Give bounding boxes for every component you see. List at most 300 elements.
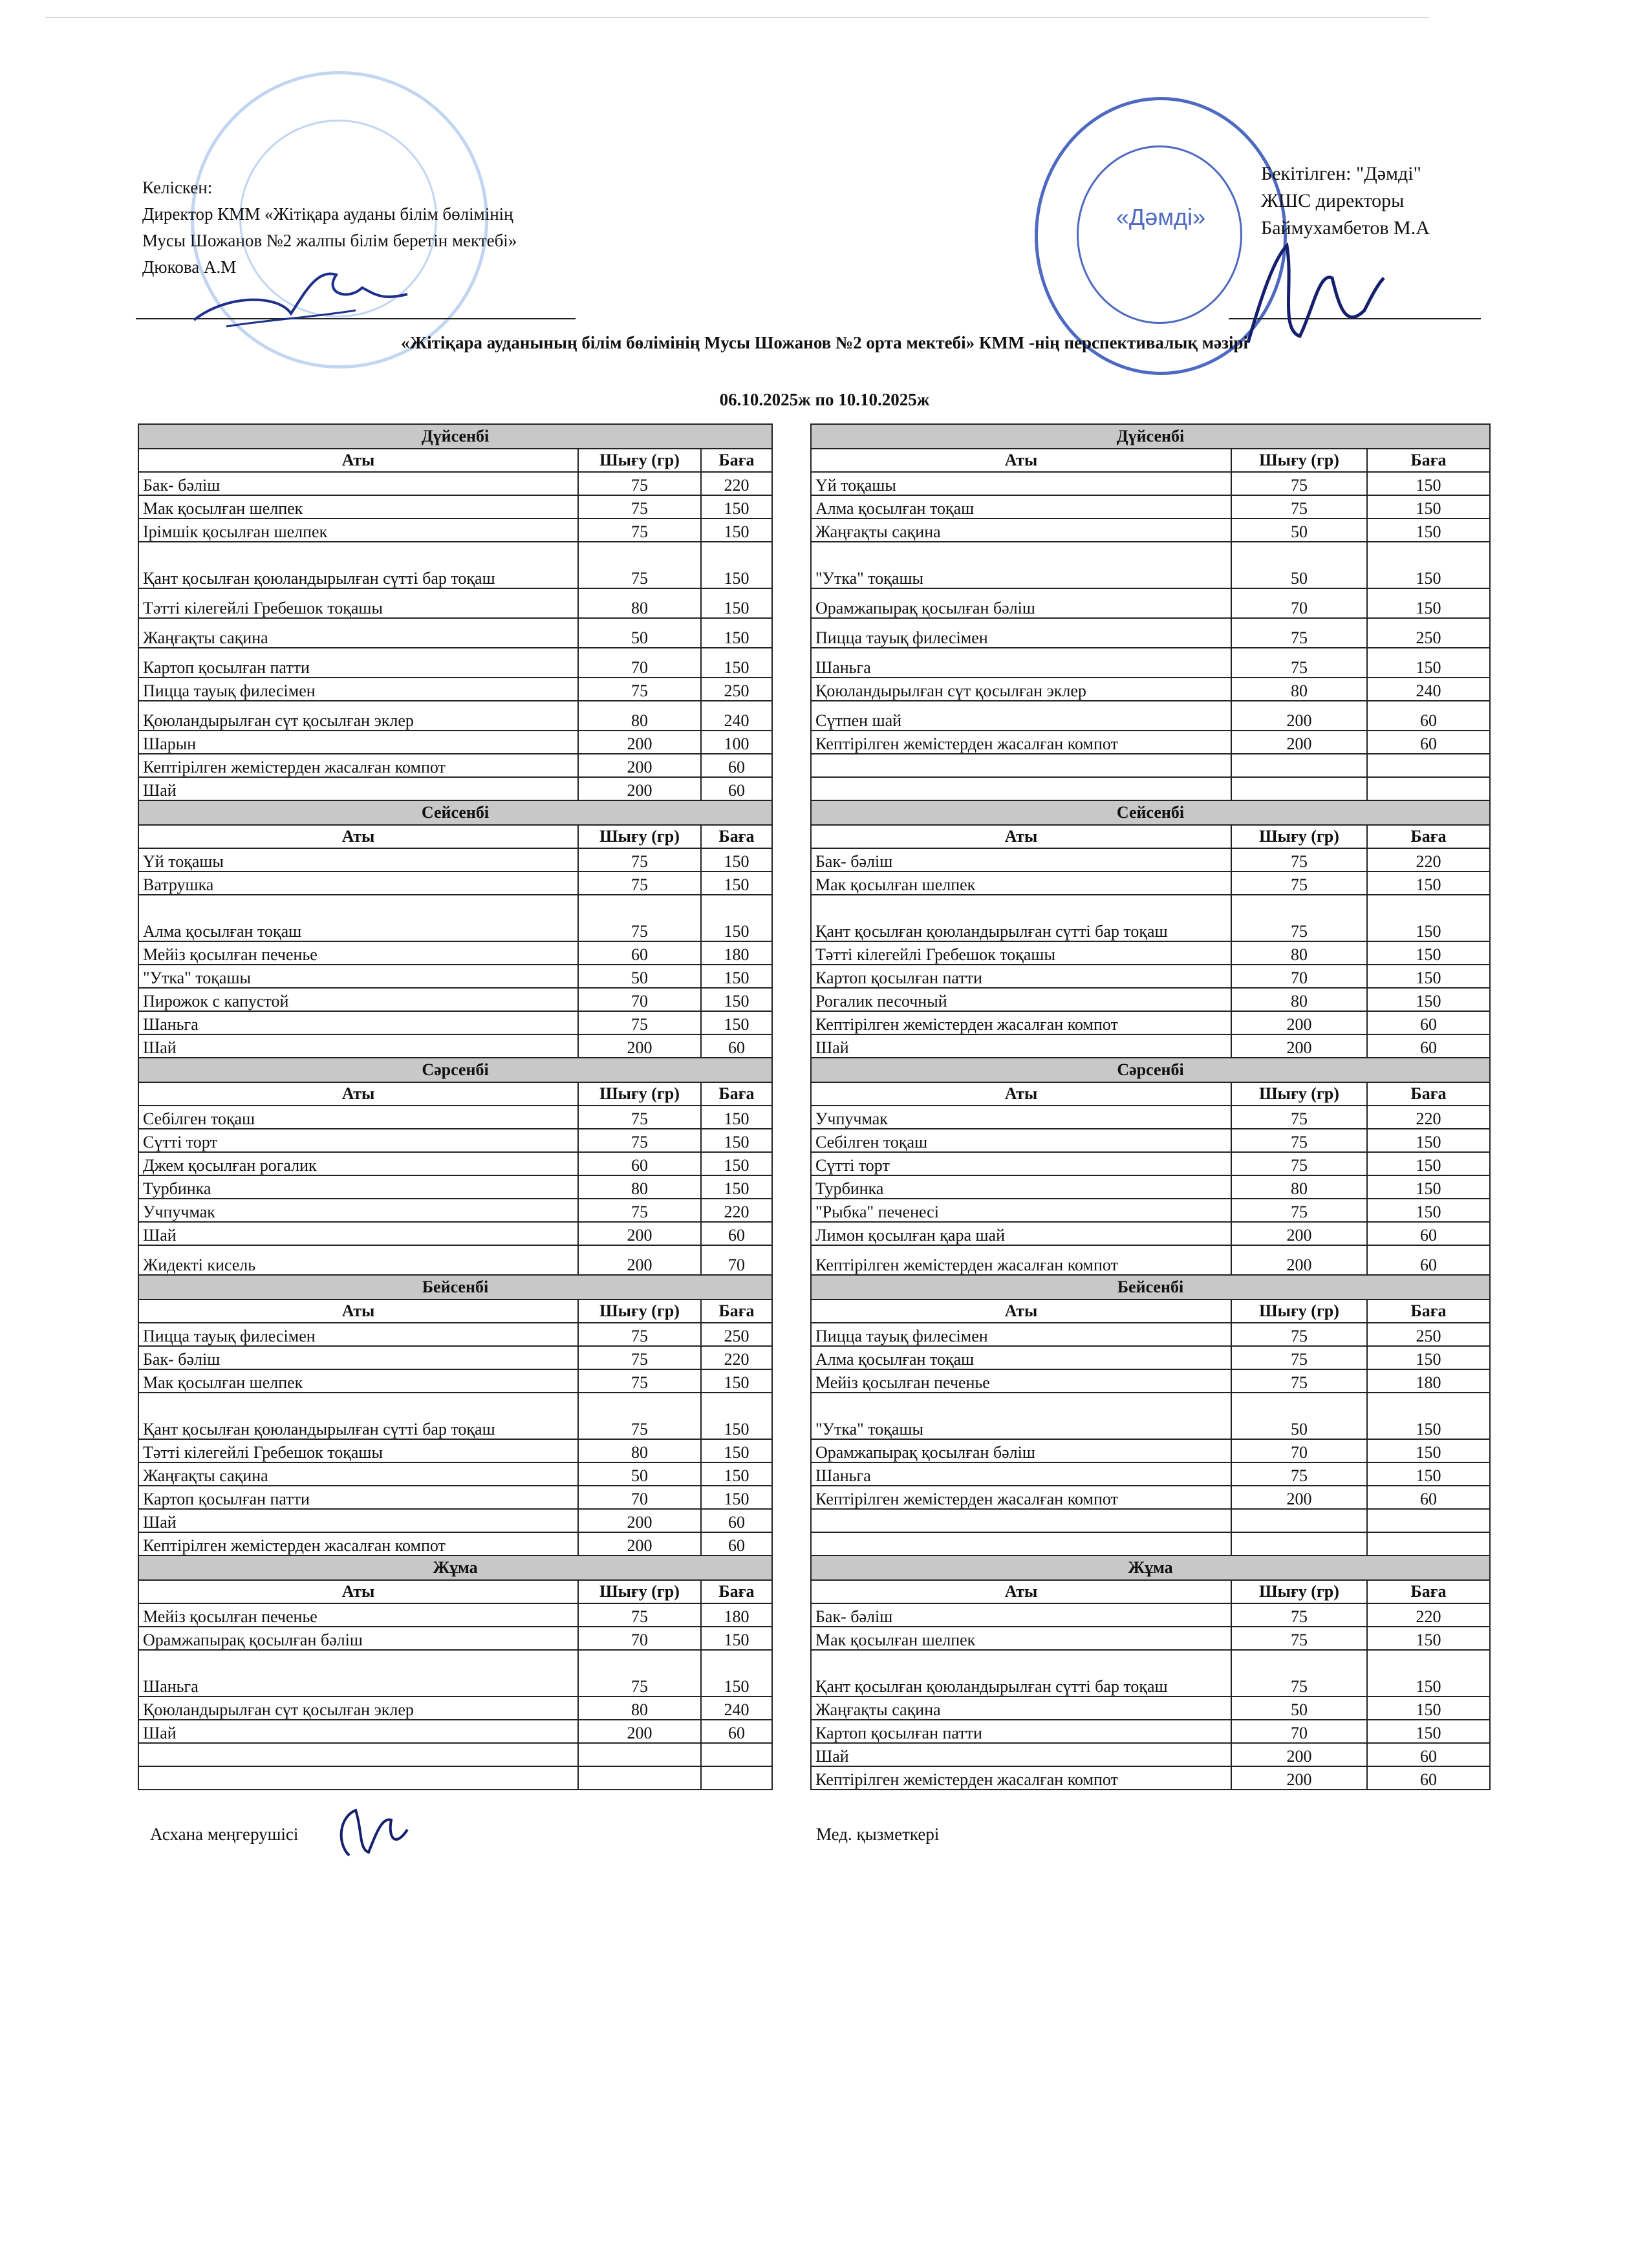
table-cell: 60 bbox=[1367, 731, 1490, 754]
table-row bbox=[138, 1532, 772, 1556]
table-cell bbox=[811, 777, 1231, 800]
stamp-center-text: «Дәмді» bbox=[1116, 204, 1206, 230]
table-cell: Аты bbox=[811, 825, 1231, 848]
table-cell: 75 bbox=[578, 1199, 701, 1222]
table-cell: 200 bbox=[1231, 1743, 1367, 1766]
table-cell: 150 bbox=[701, 495, 772, 519]
table-cell: Шаньга bbox=[138, 1650, 578, 1696]
table-cell: Баға bbox=[1367, 1082, 1490, 1106]
table-cell: Алма қосылған тоқаш bbox=[811, 1346, 1231, 1369]
table-row-empty bbox=[811, 754, 1490, 777]
table-row bbox=[138, 1439, 772, 1462]
table-cell: 60 bbox=[1367, 701, 1490, 731]
col-weight-header: Шығу (гр) bbox=[578, 449, 701, 472]
table-cell: Тәтті кілегейлі Гребешок тоқашы bbox=[138, 1439, 578, 1462]
table-cell: 75 bbox=[1231, 1152, 1367, 1175]
table-cell: 150 bbox=[701, 965, 772, 988]
table-cell: 75 bbox=[1231, 618, 1367, 648]
table-cell: 50 bbox=[1231, 1393, 1367, 1439]
table-row-empty bbox=[138, 1766, 772, 1790]
table-cell: 150 bbox=[701, 1152, 772, 1175]
table-cell: 50 bbox=[578, 618, 701, 648]
table-cell: Аты bbox=[138, 825, 578, 848]
table-row bbox=[138, 1323, 772, 1346]
table-cell: Аты bbox=[811, 1300, 1231, 1323]
table-cell: 75 bbox=[578, 495, 701, 519]
table-cell: Лимон қосылған қара шай bbox=[811, 1222, 1231, 1245]
table-cell: Шай bbox=[138, 1034, 578, 1058]
table-cell: 150 bbox=[701, 1486, 772, 1509]
table-cell: 150 bbox=[701, 1369, 772, 1393]
table-cell: 200 bbox=[1231, 1011, 1367, 1034]
table-row bbox=[138, 1011, 772, 1034]
table-cell: 75 bbox=[578, 519, 701, 542]
table-row bbox=[811, 1323, 1490, 1346]
table-cell: 200 bbox=[578, 754, 701, 777]
table-row bbox=[811, 1346, 1490, 1369]
table-cell: 200 bbox=[1231, 1245, 1367, 1275]
table-cell: 75 bbox=[578, 1106, 701, 1129]
table-cell: Кептірілген жемістерден жасалған компот bbox=[138, 754, 578, 777]
table-cell: Шай bbox=[138, 1222, 578, 1245]
table-cell: Шай bbox=[138, 777, 578, 800]
table-row bbox=[138, 701, 772, 731]
table-cell: Қант қосылған қоюландырылған сүтті бар тоқаш bbox=[811, 1650, 1231, 1696]
table-row bbox=[138, 988, 772, 1011]
table-cell: 60 bbox=[701, 754, 772, 777]
table-cell: Шығу (гр) bbox=[1231, 1300, 1367, 1323]
table-cell: 200 bbox=[1231, 1034, 1367, 1058]
table-cell: 200 bbox=[1231, 1486, 1367, 1509]
table-cell: 60 bbox=[1367, 1034, 1490, 1058]
table-cell: 80 bbox=[1231, 941, 1367, 965]
table-cell: 75 bbox=[578, 1603, 701, 1627]
table-row-empty bbox=[138, 1743, 772, 1766]
table-cell: Шарын bbox=[138, 731, 578, 754]
table-cell: 60 bbox=[701, 777, 772, 800]
table-row bbox=[811, 1462, 1490, 1486]
table-row bbox=[138, 1106, 772, 1129]
table-cell: 150 bbox=[1367, 872, 1490, 895]
table-cell bbox=[578, 1743, 701, 1766]
table-cell bbox=[1231, 1532, 1367, 1556]
canteen-head-signature-icon bbox=[330, 1804, 414, 1862]
table-row bbox=[811, 1369, 1490, 1393]
table-cell: Пирожок с капустой bbox=[138, 988, 578, 1011]
table-cell: Мейіз қосылған печенье bbox=[138, 1603, 578, 1627]
table-cell: 200 bbox=[1231, 1222, 1367, 1245]
table-cell: 75 bbox=[1231, 1650, 1367, 1696]
table-cell: 60 bbox=[701, 1222, 772, 1245]
table-cell: 75 bbox=[578, 472, 701, 495]
table-row bbox=[811, 848, 1490, 872]
table-cell: 200 bbox=[578, 777, 701, 800]
table-cell: Кептірілген жемістерден жасалған компот bbox=[811, 1486, 1231, 1509]
day-header-friday: Жұма bbox=[811, 1556, 1490, 1580]
table-cell: 60 bbox=[1367, 1245, 1490, 1275]
table-cell: 75 bbox=[1231, 1199, 1367, 1222]
table-cell: Ірімшік қосылған шелпек bbox=[138, 519, 578, 542]
table-cell: 220 bbox=[701, 1199, 772, 1222]
table-cell: 75 bbox=[1231, 1462, 1367, 1486]
table-row bbox=[138, 1369, 772, 1393]
top-border-line bbox=[45, 17, 1429, 18]
table-cell: 150 bbox=[1367, 495, 1490, 519]
table-cell: 250 bbox=[1367, 618, 1490, 648]
table-cell: Кептірілген жемістерден жасалған компот bbox=[811, 1766, 1231, 1790]
table-cell: Аты bbox=[811, 449, 1231, 472]
agreed-label: Келіскен: bbox=[142, 178, 213, 197]
table-cell: 70 bbox=[1231, 588, 1367, 618]
table-row bbox=[138, 1222, 772, 1245]
table-row bbox=[811, 941, 1490, 965]
table-row bbox=[811, 1245, 1490, 1275]
table-row bbox=[138, 519, 772, 542]
table-cell: 150 bbox=[1367, 988, 1490, 1011]
table-row bbox=[138, 1199, 772, 1222]
table-cell: Сүтпен шай bbox=[811, 701, 1231, 731]
table-cell: Сүтті торт bbox=[138, 1129, 578, 1152]
table-cell: 240 bbox=[701, 701, 772, 731]
table-row bbox=[138, 777, 772, 800]
table-cell: 150 bbox=[701, 1129, 772, 1152]
table-cell: 70 bbox=[701, 1245, 772, 1275]
table-cell: Шаньга bbox=[138, 1011, 578, 1034]
table-cell: Кептірілген жемістерден жасалған компот bbox=[138, 1532, 578, 1556]
table-cell: 150 bbox=[1367, 941, 1490, 965]
table-cell: 60 bbox=[1367, 1222, 1490, 1245]
table-cell: 80 bbox=[578, 701, 701, 731]
table-row bbox=[811, 731, 1490, 754]
table-cell: 70 bbox=[578, 1627, 701, 1650]
table-row bbox=[811, 1720, 1490, 1743]
day-header-wednesday: Сәрсенбі bbox=[811, 1058, 1490, 1082]
table-row bbox=[138, 1509, 772, 1532]
table-cell: 150 bbox=[701, 1462, 772, 1486]
table-cell: 60 bbox=[701, 1720, 772, 1743]
day-header-friday: Жұма bbox=[138, 1556, 772, 1580]
approved-label: Бекітілген: "Дәмді" bbox=[1261, 163, 1421, 184]
table-cell: 200 bbox=[578, 1509, 701, 1532]
table-cell: Рогалик песочный bbox=[811, 988, 1231, 1011]
table-row-empty bbox=[811, 777, 1490, 800]
table-cell bbox=[138, 1766, 578, 1790]
table-row bbox=[811, 701, 1490, 731]
table-cell: 200 bbox=[578, 1532, 701, 1556]
table-cell: 75 bbox=[578, 1650, 701, 1696]
table-cell: Баға bbox=[1367, 1580, 1490, 1603]
table-cell: Шаньга bbox=[811, 1462, 1231, 1486]
table-cell bbox=[1367, 754, 1490, 777]
table-cell bbox=[578, 1766, 701, 1790]
table-cell: 75 bbox=[578, 1393, 701, 1439]
table-cell: Мак қосылған шелпек bbox=[138, 495, 578, 519]
table-row bbox=[811, 872, 1490, 895]
table-cell: 70 bbox=[578, 1486, 701, 1509]
table-cell: Тәтті кілегейлі Гребешок тоқашы bbox=[811, 941, 1231, 965]
table-cell: 250 bbox=[701, 1323, 772, 1346]
table-cell: Мак қосылған шелпек bbox=[811, 1627, 1231, 1650]
table-row bbox=[138, 965, 772, 988]
table-cell: 75 bbox=[578, 1323, 701, 1346]
table-cell: 250 bbox=[1367, 1323, 1490, 1346]
table-cell: "Рыбка" печенесі bbox=[811, 1199, 1231, 1222]
table-cell: 75 bbox=[1231, 848, 1367, 872]
table-cell: 75 bbox=[1231, 495, 1367, 519]
table-cell bbox=[1231, 754, 1367, 777]
table-cell: 100 bbox=[701, 731, 772, 754]
table-cell: 150 bbox=[701, 519, 772, 542]
table-cell: Мейіз қосылған печенье bbox=[811, 1369, 1231, 1393]
table-row bbox=[138, 1462, 772, 1486]
table-row bbox=[138, 1245, 772, 1275]
table-cell: Картоп қосылған патти bbox=[811, 1720, 1231, 1743]
table-row bbox=[138, 1393, 772, 1439]
table-cell: Жаңғақты сақина bbox=[138, 618, 578, 648]
table-cell: Аты bbox=[811, 1580, 1231, 1603]
table-row-empty bbox=[811, 1509, 1490, 1532]
table-row bbox=[138, 588, 772, 618]
table-cell: 75 bbox=[1231, 472, 1367, 495]
table-cell: Баға bbox=[701, 825, 772, 848]
table-row bbox=[138, 1175, 772, 1199]
table-cell: 70 bbox=[578, 648, 701, 678]
table-cell: 150 bbox=[1367, 1129, 1490, 1152]
table-cell: Шығу (гр) bbox=[578, 825, 701, 848]
table-cell: 75 bbox=[1231, 648, 1367, 678]
table-row bbox=[138, 618, 772, 648]
table-cell: 75 bbox=[1231, 1369, 1367, 1393]
table-cell: 60 bbox=[701, 1509, 772, 1532]
table-cell: 200 bbox=[1231, 1766, 1367, 1790]
day-header-tuesday: Сейсенбі bbox=[811, 800, 1490, 825]
day-header-monday: Дүйсенбі bbox=[138, 424, 772, 449]
table-cell: 200 bbox=[578, 1034, 701, 1058]
table-cell: Мак қосылған шелпек bbox=[811, 872, 1231, 895]
table-cell: Картоп қосылған патти bbox=[811, 965, 1231, 988]
table-row bbox=[811, 1129, 1490, 1152]
table-cell: 150 bbox=[1367, 1627, 1490, 1650]
table-row bbox=[811, 519, 1490, 542]
agreed-line-1: Директор КММ «Жітіқара ауданы білім бөлімінің bbox=[142, 204, 513, 224]
table-row bbox=[138, 678, 772, 701]
agreed-signature-icon bbox=[188, 255, 420, 339]
table-cell: Үй тоқашы bbox=[138, 848, 578, 872]
table-cell: Шай bbox=[138, 1720, 578, 1743]
day-header-thursday: Бейсенбі bbox=[138, 1275, 772, 1300]
table-cell: 75 bbox=[1231, 1129, 1367, 1152]
table-row bbox=[811, 1650, 1490, 1696]
table-row bbox=[138, 1627, 772, 1650]
table-cell: Турбинка bbox=[811, 1175, 1231, 1199]
table-cell: 80 bbox=[578, 1439, 701, 1462]
table-cell: Алма қосылған тоқаш bbox=[138, 895, 578, 941]
table-cell: Ватрушка bbox=[138, 872, 578, 895]
table-cell: Сүтті торт bbox=[811, 1152, 1231, 1175]
table-cell: 150 bbox=[701, 1175, 772, 1199]
table-cell: 150 bbox=[701, 872, 772, 895]
table-row bbox=[138, 1720, 772, 1743]
table-cell: 150 bbox=[1367, 1346, 1490, 1369]
table-cell bbox=[138, 1743, 578, 1766]
right-menu-table bbox=[810, 423, 1491, 1790]
table-cell: 240 bbox=[701, 1696, 772, 1720]
table-cell bbox=[1367, 1509, 1490, 1532]
table-row bbox=[811, 1766, 1490, 1790]
table-cell: Алма қосылған тоқаш bbox=[811, 495, 1231, 519]
table-row bbox=[138, 1129, 772, 1152]
table-cell: 75 bbox=[578, 678, 701, 701]
table-row-empty bbox=[811, 1532, 1490, 1556]
table-cell: 150 bbox=[701, 1106, 772, 1129]
table-cell bbox=[1367, 777, 1490, 800]
table-cell: Қант қосылған қоюландырылған сүтті бар тоқаш bbox=[138, 542, 578, 588]
table-cell: 200 bbox=[578, 1245, 701, 1275]
table-row bbox=[811, 618, 1490, 648]
table-cell: Пицца тауық филесімен bbox=[811, 1323, 1231, 1346]
table-cell: 75 bbox=[578, 872, 701, 895]
table-cell: 150 bbox=[1367, 1650, 1490, 1696]
table-cell: Себілген тоқаш bbox=[138, 1106, 578, 1129]
table-cell: Шығу (гр) bbox=[578, 1300, 701, 1323]
table-cell: Орамжапырақ қосылған бәліш bbox=[811, 588, 1231, 618]
table-cell: Орамжапырақ қосылған бәліш bbox=[811, 1439, 1231, 1462]
table-row bbox=[138, 754, 772, 777]
table-cell: Бак- бәліш bbox=[138, 1346, 578, 1369]
table-row bbox=[811, 1175, 1490, 1199]
table-cell: 220 bbox=[1367, 848, 1490, 872]
table-cell: 60 bbox=[1367, 1743, 1490, 1766]
table-row bbox=[138, 1152, 772, 1175]
table-cell bbox=[1367, 1532, 1490, 1556]
table-row bbox=[138, 542, 772, 588]
table-cell: Бак- бәліш bbox=[138, 472, 578, 495]
table-cell bbox=[701, 1743, 772, 1766]
table-cell bbox=[1231, 1509, 1367, 1532]
table-row bbox=[811, 1603, 1490, 1627]
table-cell: 60 bbox=[1367, 1766, 1490, 1790]
table-cell: 180 bbox=[701, 1603, 772, 1627]
table-cell: 60 bbox=[578, 941, 701, 965]
col-name-header: Аты bbox=[138, 449, 578, 472]
table-row bbox=[138, 872, 772, 895]
table-cell: "Утка" тоқашы bbox=[811, 1393, 1231, 1439]
table-row bbox=[811, 1627, 1490, 1650]
table-row bbox=[138, 1034, 772, 1058]
table-row bbox=[811, 1034, 1490, 1058]
table-cell: 150 bbox=[1367, 588, 1490, 618]
table-cell: 70 bbox=[1231, 1720, 1367, 1743]
table-cell: Аты bbox=[138, 1082, 578, 1106]
table-cell: 75 bbox=[1231, 872, 1367, 895]
approved-line-1: ЖШС директоры bbox=[1261, 190, 1405, 211]
table-row bbox=[811, 1222, 1490, 1245]
table-cell: 75 bbox=[578, 1129, 701, 1152]
table-row bbox=[138, 1346, 772, 1369]
table-cell: Қоюландырылған сүт қосылған эклер bbox=[138, 1696, 578, 1720]
table-cell: Шай bbox=[138, 1509, 578, 1532]
table-cell: 50 bbox=[1231, 542, 1367, 588]
table-cell: 150 bbox=[701, 1439, 772, 1462]
table-cell: 75 bbox=[578, 1369, 701, 1393]
table-cell: Шай bbox=[811, 1034, 1231, 1058]
table-cell: 150 bbox=[701, 1393, 772, 1439]
table-row bbox=[811, 542, 1490, 588]
table-cell: 75 bbox=[1231, 1106, 1367, 1129]
agreed-line-3: Дюкова А.М bbox=[142, 257, 237, 277]
canteen-head-label: Асхана меңгерушісі bbox=[150, 1824, 299, 1844]
table-cell: 80 bbox=[1231, 678, 1367, 701]
table-row bbox=[811, 1743, 1490, 1766]
table-cell: 150 bbox=[701, 1011, 772, 1034]
table-cell: Кептірілген жемістерден жасалған компот bbox=[811, 1011, 1231, 1034]
table-row bbox=[811, 988, 1490, 1011]
table-cell: 200 bbox=[578, 731, 701, 754]
table-cell bbox=[1231, 777, 1367, 800]
table-row bbox=[811, 895, 1490, 941]
table-cell: Турбинка bbox=[138, 1175, 578, 1199]
day-header-thursday: Бейсенбі bbox=[811, 1275, 1490, 1300]
table-cell: 200 bbox=[1231, 731, 1367, 754]
medical-staff-label: Мед. қызметкері bbox=[816, 1824, 940, 1844]
table-row bbox=[811, 1011, 1490, 1034]
table-cell: "Утка" тоқашы bbox=[138, 965, 578, 988]
table-cell: 150 bbox=[1367, 1152, 1490, 1175]
table-cell: Шығу (гр) bbox=[1231, 825, 1367, 848]
table-cell: 150 bbox=[1367, 895, 1490, 941]
table-row bbox=[811, 472, 1490, 495]
table-cell: Шығу (гр) bbox=[1231, 449, 1367, 472]
table-row bbox=[811, 1393, 1490, 1439]
left-menu-table bbox=[138, 423, 773, 1790]
table-cell: Жаңғақты сақина bbox=[811, 519, 1231, 542]
table-cell: Картоп қосылған патти bbox=[138, 648, 578, 678]
table-cell: 180 bbox=[1367, 1369, 1490, 1393]
table-cell: 220 bbox=[701, 472, 772, 495]
table-row bbox=[138, 472, 772, 495]
table-cell: 60 bbox=[1367, 1486, 1490, 1509]
table-cell: Мак қосылған шелпек bbox=[138, 1369, 578, 1393]
table-cell: 200 bbox=[578, 1720, 701, 1743]
table-cell: Мейіз қосылған печенье bbox=[138, 941, 578, 965]
table-cell: Пицца тауық филесімен bbox=[811, 618, 1231, 648]
table-row bbox=[138, 1696, 772, 1720]
table-cell: 150 bbox=[1367, 542, 1490, 588]
day-header-wednesday: Сәрсенбі bbox=[138, 1058, 772, 1082]
table-cell: Аты bbox=[138, 1300, 578, 1323]
table-cell: 80 bbox=[1231, 1175, 1367, 1199]
table-cell bbox=[811, 754, 1231, 777]
table-row bbox=[811, 965, 1490, 988]
col-price-header: Баға bbox=[701, 449, 772, 472]
table-cell: 50 bbox=[578, 1462, 701, 1486]
table-cell: Жаңғақты сақина bbox=[811, 1696, 1231, 1720]
table-cell: Қант қосылған қоюландырылған сүтті бар тоқаш bbox=[138, 1393, 578, 1439]
table-cell: Учпучмак bbox=[138, 1199, 578, 1222]
table-cell: Картоп қосылған патти bbox=[138, 1486, 578, 1509]
table-cell: 50 bbox=[578, 965, 701, 988]
table-cell: Үй тоқашы bbox=[811, 472, 1231, 495]
table-cell: 150 bbox=[701, 988, 772, 1011]
table-cell: 200 bbox=[1231, 701, 1367, 731]
table-cell: 150 bbox=[701, 648, 772, 678]
table-cell: 150 bbox=[1367, 1696, 1490, 1720]
table-cell: 150 bbox=[1367, 1439, 1490, 1462]
table-row bbox=[811, 1199, 1490, 1222]
table-row bbox=[138, 495, 772, 519]
table-cell: 250 bbox=[701, 678, 772, 701]
table-cell: 75 bbox=[1231, 1603, 1367, 1627]
